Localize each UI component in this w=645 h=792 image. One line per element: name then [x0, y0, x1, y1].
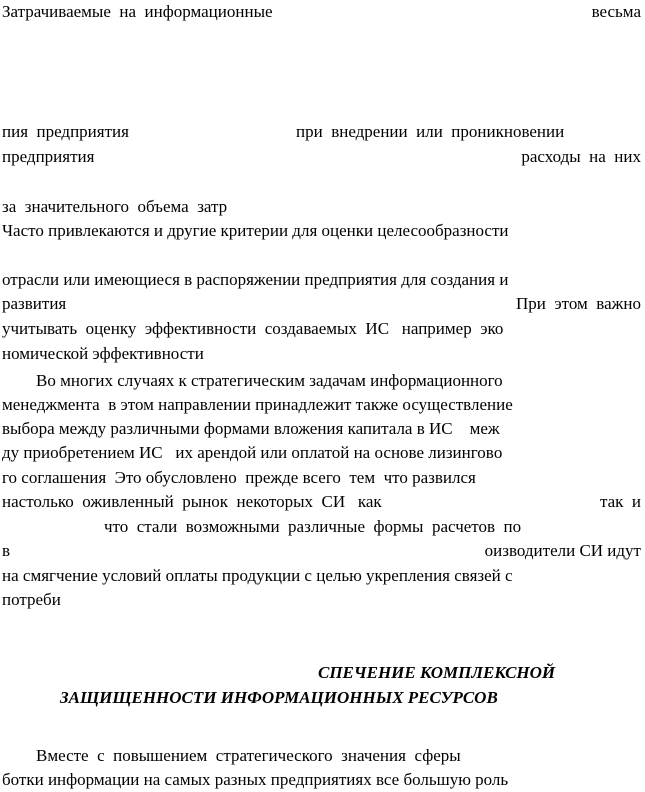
text-line: в	[2, 541, 11, 560]
text-line: за значительного объема затр	[2, 197, 228, 216]
text-line: Во многих случаях к стратегическим задачам информационного	[2, 371, 503, 390]
text-line: ду приобретением ИС их арендой или оплатой на основе лизинговo	[2, 443, 503, 462]
text-line: настолько оживленный рынок некоторых СИ как	[2, 492, 382, 511]
section-heading-line-1: СПЕЧЕНИЕ КОМПЛЕКСНОЙ	[318, 663, 556, 682]
text-line: предприятия	[2, 147, 95, 166]
text-line: Вместе с повышением стратегического значения сферы	[2, 746, 461, 765]
text-line: выбора между различными формами вложения капитала в ИС меж	[2, 419, 500, 438]
text-line-fragment: так и	[599, 492, 641, 511]
text-line: на смягчение условий оплаты продукции с целью укрепления связей с	[2, 566, 513, 585]
text-line: менеджмента в этом направлении принадлежит также осуществление	[2, 395, 513, 414]
text-line: Часто привлекаются и другие критерии для оценки целесообразности	[2, 221, 509, 240]
text-line: потреби	[2, 590, 61, 609]
text-line: Затрачиваемые на информационные	[2, 2, 273, 21]
text-line: развития	[2, 294, 67, 313]
text-line: номической эффективности	[2, 344, 204, 363]
text-line: пия предприятия	[2, 122, 129, 141]
text-line: учитывать оценку эффективности создаваемых ИС например эко	[2, 319, 504, 338]
text-line: го соглашения Это обусловлено прежде всего тем что развился	[2, 468, 476, 487]
text-line-fragment: расходы на них	[521, 147, 641, 166]
text-line: что стали возможными различные формы расчетов по	[104, 517, 522, 536]
text-line-fragment: при внедрении или проникновении	[296, 122, 565, 141]
text-line-fragment: весьма	[591, 2, 641, 21]
text-line-fragment: оизводители СИ идут	[484, 541, 641, 560]
text-line: ботки информации на самых разных предприятиях все большую роль	[2, 770, 509, 789]
section-heading-line-2: ЗАЩИЩЕННОСТИ ИНФОРМАЦИОННЫХ РЕСУРСОВ	[60, 688, 498, 707]
text-line: отрасли или имеющиеся в распоряжении предприятия для создания и	[2, 270, 509, 289]
text-line-fragment: При этом важно	[515, 294, 641, 313]
